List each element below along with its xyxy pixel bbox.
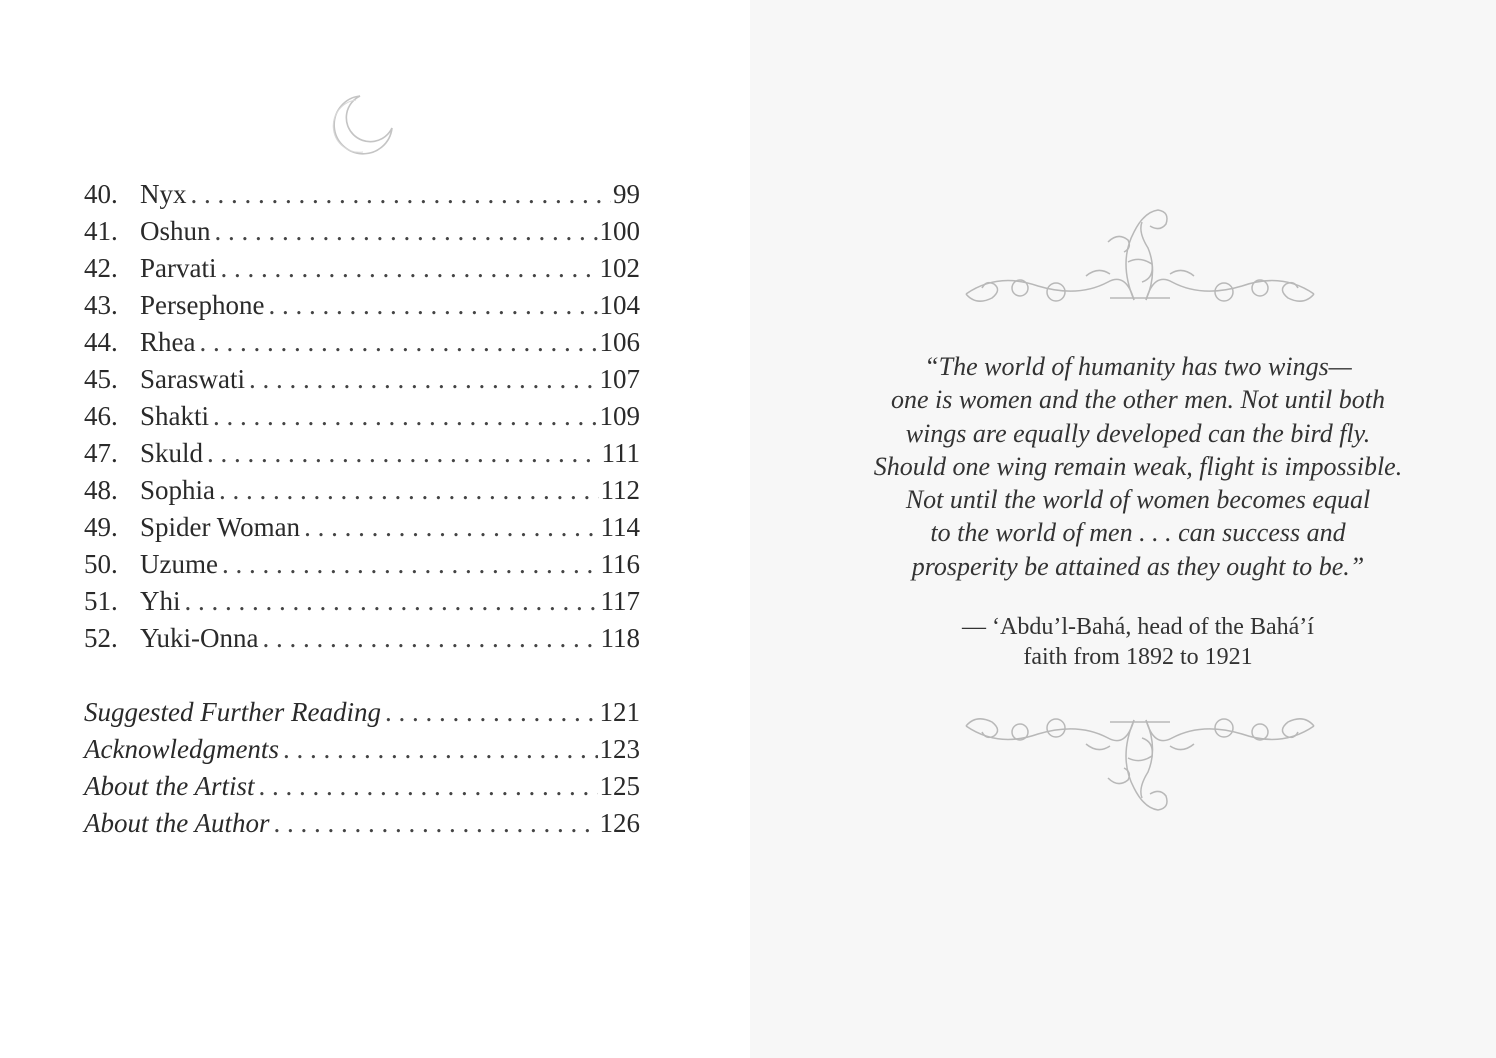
dot-leader bbox=[268, 287, 597, 324]
quote-line: “The world of humanity has two wings— bbox=[924, 352, 1352, 381]
toc-entry-page: 117 bbox=[600, 586, 640, 616]
toc-row bbox=[84, 361, 640, 398]
dot-leader bbox=[304, 509, 598, 546]
toc-entry-number: 46. bbox=[84, 401, 118, 431]
ornament-bottom bbox=[958, 706, 1322, 818]
toc-entry-title: Yhi bbox=[140, 586, 181, 616]
quote-line: wings are equally developed can the bird fly. bbox=[905, 418, 1371, 448]
dot-leader bbox=[213, 398, 597, 435]
toc-entry-title: Saraswati bbox=[140, 364, 245, 394]
dot-leader bbox=[219, 472, 598, 509]
toc-row bbox=[84, 546, 640, 583]
back-matter-contents bbox=[84, 694, 640, 842]
toc-entry-page: 109 bbox=[599, 401, 640, 431]
toc-entry-page: 102 bbox=[599, 253, 640, 283]
toc-row bbox=[84, 731, 640, 768]
toc-entry-title: Spider Woman bbox=[140, 512, 301, 542]
toc-entry-title: About the Artist bbox=[84, 771, 255, 801]
dot-leader bbox=[220, 250, 597, 287]
toc-entry-title: Shakti bbox=[140, 401, 210, 431]
toc-row bbox=[84, 472, 640, 509]
dot-leader bbox=[262, 620, 598, 657]
toc-entry-title: Uzume bbox=[140, 549, 218, 579]
toc-entry-title: Rhea bbox=[140, 327, 196, 357]
toc-entry-title: Persephone bbox=[140, 290, 265, 320]
dot-leader bbox=[215, 213, 598, 250]
toc-entry-title: Yuki-Onna bbox=[140, 623, 259, 653]
toc-entry-title: Nyx bbox=[140, 179, 187, 209]
attribution-line: — ‘Abdu’l-Bahá, head of the Bahá’í bbox=[962, 614, 1314, 640]
quote-line: one is women and the other men. Not until both bbox=[891, 385, 1385, 415]
toc-entry-title: About the Author bbox=[84, 808, 270, 838]
toc-row bbox=[84, 398, 640, 435]
toc-entry-page: 121 bbox=[599, 697, 640, 727]
toc-entry-page: 99 bbox=[613, 179, 640, 209]
toc-entry-page: 104 bbox=[599, 290, 640, 320]
toc-entry-title: Oshun bbox=[140, 216, 211, 246]
dot-leader bbox=[207, 435, 599, 472]
dot-leader bbox=[249, 361, 598, 398]
toc-entry-page: 112 bbox=[600, 475, 640, 505]
dot-leader bbox=[199, 324, 597, 361]
dot-leader bbox=[274, 805, 598, 842]
toc-entry-page: 126 bbox=[599, 808, 640, 838]
attribution-line: faith from 1892 to 1921 bbox=[1023, 644, 1253, 670]
toc-row bbox=[84, 583, 640, 620]
toc-entry-number: 49. bbox=[84, 512, 118, 542]
toc-row bbox=[84, 287, 640, 324]
toc-entry-page: 100 bbox=[599, 216, 640, 246]
toc-entry-page: 125 bbox=[599, 771, 640, 801]
toc-row bbox=[84, 694, 640, 731]
toc-entry-page: 107 bbox=[599, 364, 640, 394]
dot-leader bbox=[185, 583, 599, 620]
toc-entry-page: 106 bbox=[599, 327, 640, 357]
quote-line: Not until the world of women becomes equal bbox=[905, 485, 1371, 515]
toc-entry-number: 41. bbox=[84, 216, 118, 246]
toc-row bbox=[84, 509, 640, 546]
crescent-moon-icon bbox=[330, 92, 396, 158]
toc-entry-page: 116 bbox=[600, 549, 640, 579]
quote-line: Should one wing remain weak, flight is impossible. bbox=[873, 451, 1403, 481]
toc-entry-page: 111 bbox=[601, 438, 640, 468]
toc-row bbox=[84, 176, 640, 213]
ornament-top bbox=[958, 202, 1322, 314]
toc-entry-title: Suggested Further Reading bbox=[84, 697, 381, 727]
toc-entry-title: Skuld bbox=[140, 438, 204, 468]
toc-row bbox=[84, 620, 640, 657]
toc-entry-number: 42. bbox=[84, 253, 118, 283]
toc-entry-number: 40. bbox=[84, 179, 118, 209]
toc-row bbox=[84, 250, 640, 287]
dot-leader bbox=[385, 694, 598, 731]
table-of-contents bbox=[84, 176, 640, 657]
dot-leader bbox=[191, 176, 612, 213]
dot-leader bbox=[259, 768, 598, 805]
toc-entry-number: 44. bbox=[84, 327, 118, 357]
dot-leader bbox=[283, 731, 598, 768]
epigraph-attribution bbox=[870, 612, 1406, 672]
dot-leader bbox=[222, 546, 599, 583]
toc-entry-page: 118 bbox=[600, 623, 640, 653]
toc-entry-number: 47. bbox=[84, 438, 118, 468]
toc-row bbox=[84, 213, 640, 250]
toc-entry-title: Sophia bbox=[140, 475, 216, 505]
toc-entry-title: Acknowledgments bbox=[84, 734, 279, 764]
toc-row bbox=[84, 768, 640, 805]
toc-entry-number: 52. bbox=[84, 623, 118, 653]
toc-entry-page: 123 bbox=[599, 734, 640, 764]
toc-entry-page: 114 bbox=[600, 512, 640, 542]
toc-entry-number: 50. bbox=[84, 549, 118, 579]
toc-entry-number: 51. bbox=[84, 586, 118, 616]
quote-line: to the world of men . . . can success and bbox=[930, 518, 1346, 548]
epigraph-quote bbox=[870, 350, 1406, 583]
toc-entry-number: 48. bbox=[84, 475, 118, 505]
toc-row bbox=[84, 435, 640, 472]
toc-row bbox=[84, 324, 640, 361]
toc-entry-title: Parvati bbox=[140, 253, 217, 283]
toc-row bbox=[84, 805, 640, 842]
toc-entry-number: 43. bbox=[84, 290, 118, 320]
toc-entry-number: 45. bbox=[84, 364, 118, 394]
quote-line: prosperity be attained as they ought to be.” bbox=[911, 551, 1365, 581]
